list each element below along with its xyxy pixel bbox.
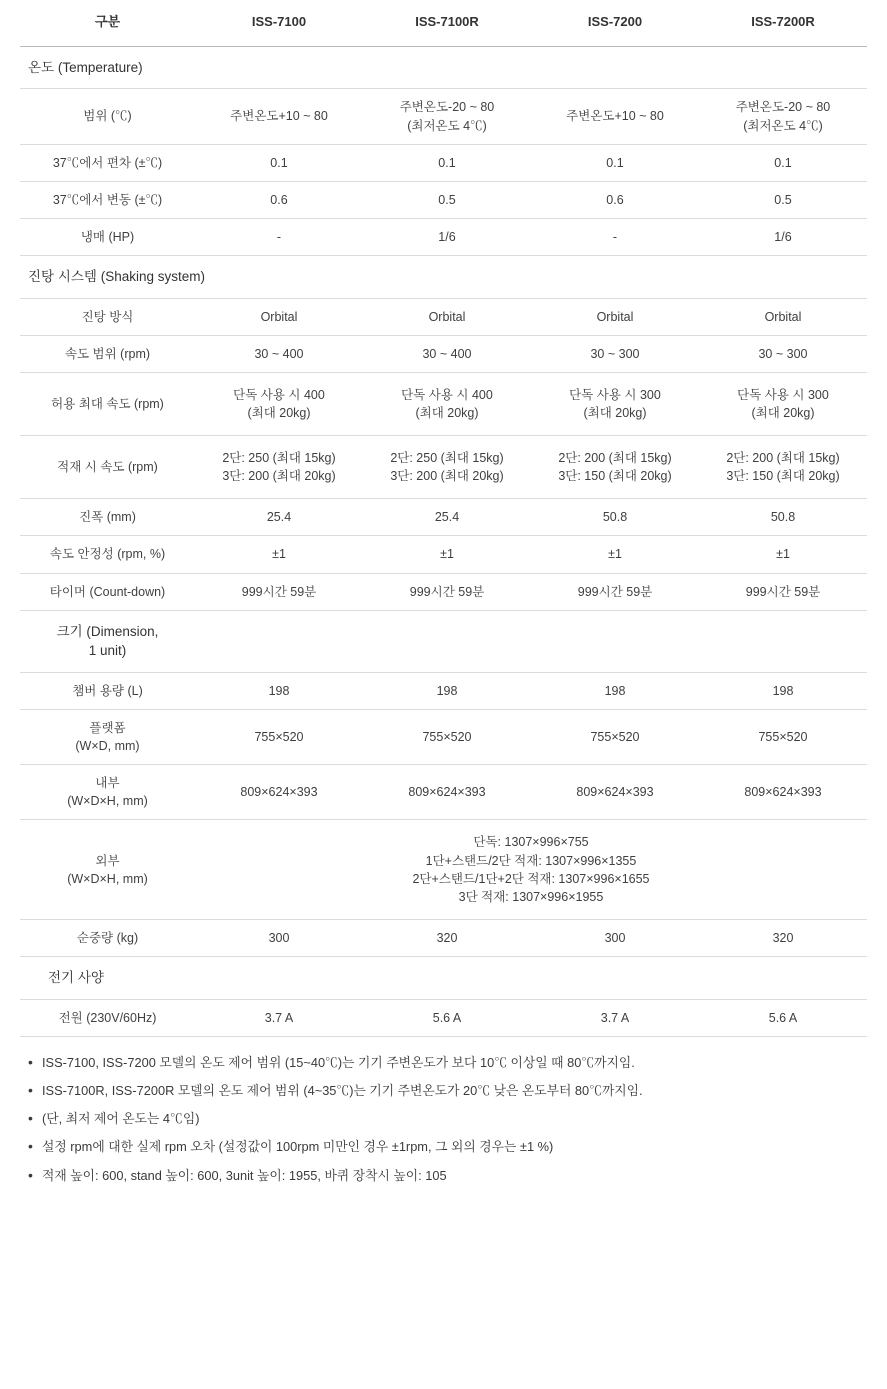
row-value-line: 30 ~ 400 bbox=[422, 346, 472, 361]
row-value-cell bbox=[699, 181, 867, 218]
row-label-line: (W×D, mm) bbox=[75, 739, 140, 754]
row-value-cell bbox=[195, 536, 363, 573]
row-value-cell bbox=[531, 298, 699, 335]
table-row bbox=[20, 372, 867, 435]
row-value-line: 50.8 bbox=[602, 510, 628, 525]
row-value-line: 단독 사용 시 300 bbox=[569, 387, 661, 402]
row-value-line: 3.7 A bbox=[264, 1010, 294, 1025]
table-row bbox=[20, 919, 867, 956]
row-value-cell bbox=[195, 672, 363, 709]
row-label: 속도 안정성 (rpm, %) bbox=[20, 536, 195, 573]
row-value-line: 999시간 59분 bbox=[745, 584, 821, 599]
section-header-row bbox=[20, 256, 867, 299]
row-value-cell bbox=[699, 536, 867, 573]
row-value-line: 755×520 bbox=[254, 730, 304, 745]
row-value-line: 25.4 bbox=[266, 510, 292, 525]
row-value-line: 999시간 59분 bbox=[241, 584, 317, 599]
table-row bbox=[20, 436, 867, 499]
row-value-line: 50.8 bbox=[770, 510, 796, 525]
footnote-item: • (단, 최저 제어 온도는 4℃임) bbox=[26, 1109, 861, 1128]
row-value-line: 2단: 250 (최대 15kg) bbox=[222, 451, 336, 466]
row-value-cell bbox=[363, 436, 531, 499]
row-value-cell bbox=[699, 999, 867, 1036]
row-value-line: 999시간 59분 bbox=[577, 584, 653, 599]
table-row bbox=[20, 144, 867, 181]
section-empty-cell bbox=[363, 610, 531, 672]
section-empty-cell bbox=[195, 610, 363, 672]
row-value-line: (최대 20kg) bbox=[583, 405, 647, 420]
row-label bbox=[20, 709, 195, 764]
row-value-line: 3단: 150 (최대 20kg) bbox=[726, 469, 840, 484]
row-value-cell bbox=[195, 372, 363, 435]
section-header-row bbox=[20, 610, 867, 672]
section-title: 진탕 시스템 (Shaking system) bbox=[20, 256, 867, 299]
table-row bbox=[20, 672, 867, 709]
footnote-item: • ISS-7100, ISS-7200 모델의 온도 제어 범위 (15~40℃)는 기기 주변온도가 보다 10℃ 이상일 때 80℃까지임. bbox=[26, 1053, 861, 1072]
section-title-line: 크기 (Dimension, bbox=[56, 623, 159, 639]
row-value-line: 809×624×393 bbox=[408, 785, 486, 800]
header-cell-model-3: ISS-7200 bbox=[531, 0, 699, 46]
row-label-line: 외부 bbox=[95, 853, 120, 868]
row-value-line: Orbital bbox=[596, 309, 634, 324]
row-value-cell bbox=[195, 499, 363, 536]
row-label-line: 내부 bbox=[95, 776, 120, 791]
row-value-cell bbox=[699, 499, 867, 536]
row-label: 전원 (230V/60Hz) bbox=[20, 999, 195, 1036]
header-row bbox=[20, 0, 867, 46]
row-value-line: ±1 bbox=[272, 547, 286, 562]
row-value-cell bbox=[531, 218, 699, 255]
header-cell-model-1: ISS-7100 bbox=[195, 0, 363, 46]
row-value-line: 809×624×393 bbox=[576, 785, 654, 800]
table-row bbox=[20, 181, 867, 218]
row-value-cell bbox=[699, 709, 867, 764]
header-cell-model-2: ISS-7100R bbox=[363, 0, 531, 46]
row-value-line: 3단: 200 (최대 20kg) bbox=[390, 469, 504, 484]
row-value-line: (최저온도 4℃) bbox=[743, 118, 823, 133]
table-row bbox=[20, 499, 867, 536]
row-value-line: 809×624×393 bbox=[240, 785, 318, 800]
row-label bbox=[20, 820, 195, 920]
row-value-line: 999시간 59분 bbox=[409, 584, 485, 599]
footnote-item: • 적재 높이: 600, stand 높이: 600, 3unit 높이: 1955, 바퀴 장착시 높이: 105 bbox=[26, 1166, 861, 1185]
row-value-cell bbox=[363, 672, 531, 709]
row-value-line: 단독: 1307×996×755 bbox=[473, 835, 589, 850]
row-value-cell bbox=[363, 218, 531, 255]
footnote-item: • ISS-7100R, ISS-7200R 모델의 온도 제어 범위 (4~35℃)는 기기 주변온도가 20℃ 낮은 온도부터 80℃까지임. bbox=[26, 1081, 861, 1100]
row-value-line: 2단: 200 (최대 15kg) bbox=[726, 451, 840, 466]
table-row bbox=[20, 709, 867, 764]
row-value-line: 30 ~ 300 bbox=[758, 346, 808, 361]
row-label: 타이머 (Count-down) bbox=[20, 573, 195, 610]
row-value-cell bbox=[195, 89, 363, 144]
row-value-cell bbox=[699, 765, 867, 820]
row-value-cell bbox=[699, 218, 867, 255]
row-value-cell bbox=[363, 89, 531, 144]
row-label bbox=[20, 765, 195, 820]
table-row bbox=[20, 218, 867, 255]
row-value-line: 0.5 bbox=[774, 192, 792, 207]
row-value-line: 30 ~ 400 bbox=[254, 346, 304, 361]
row-label: 진폭 (mm) bbox=[20, 499, 195, 536]
row-value-cell bbox=[699, 298, 867, 335]
row-value-line: 198 bbox=[436, 683, 458, 698]
row-value-line: 3단: 150 (최대 20kg) bbox=[558, 469, 672, 484]
row-label: 순중량 (kg) bbox=[20, 919, 195, 956]
row-value-line: 198 bbox=[772, 683, 794, 698]
row-value-line: 5.6 A bbox=[768, 1010, 798, 1025]
row-label: 37℃에서 편차 (±℃) bbox=[20, 144, 195, 181]
row-value-cell bbox=[195, 298, 363, 335]
row-value-cell bbox=[699, 919, 867, 956]
section-empty-cell bbox=[531, 610, 699, 672]
row-value-cell bbox=[363, 765, 531, 820]
row-value-line: 320 bbox=[772, 930, 794, 945]
row-value-line: 0.6 bbox=[606, 192, 624, 207]
row-value-cell bbox=[531, 144, 699, 181]
row-value-line: 2단+스탠드/1단+2단 적재: 1307×996×1655 bbox=[412, 871, 650, 886]
table-row bbox=[20, 999, 867, 1036]
row-value-line: (최대 20kg) bbox=[751, 405, 815, 420]
row-value-cell bbox=[363, 144, 531, 181]
row-label-line: (W×D×H, mm) bbox=[67, 794, 148, 809]
row-value-line: (최대 20kg) bbox=[247, 405, 311, 420]
row-value-line: 300 bbox=[604, 930, 626, 945]
row-value-cell bbox=[531, 709, 699, 764]
header-cell-model-4: ISS-7200R bbox=[699, 0, 867, 46]
row-value-cell bbox=[531, 499, 699, 536]
section-title-line: 1 unit) bbox=[88, 643, 127, 659]
row-value-cell bbox=[699, 335, 867, 372]
row-value-cell bbox=[531, 536, 699, 573]
row-value-line: 198 bbox=[268, 683, 290, 698]
row-value-line: 1/6 bbox=[438, 229, 456, 244]
row-label-line: (W×D×H, mm) bbox=[67, 871, 148, 886]
row-value-line: 0.1 bbox=[774, 155, 792, 170]
row-value-line: - bbox=[276, 229, 282, 244]
row-value-cell bbox=[195, 181, 363, 218]
row-value-cell bbox=[363, 573, 531, 610]
row-value-line: (최저온도 4℃) bbox=[407, 118, 487, 133]
row-label: 허용 최대 속도 (rpm) bbox=[20, 372, 195, 435]
row-label: 적재 시 속도 (rpm) bbox=[20, 436, 195, 499]
row-value-cell bbox=[531, 573, 699, 610]
table-row bbox=[20, 765, 867, 820]
row-value-line: 0.5 bbox=[438, 192, 456, 207]
row-value-line: - bbox=[612, 229, 618, 244]
row-value-line: ±1 bbox=[608, 547, 622, 562]
table-row bbox=[20, 820, 867, 920]
row-value-line: 주변온도-20 ~ 80 bbox=[399, 100, 495, 115]
row-value-cell bbox=[363, 335, 531, 372]
row-value-cell bbox=[363, 919, 531, 956]
row-value-line: 755×520 bbox=[422, 730, 472, 745]
row-value-cell bbox=[195, 144, 363, 181]
row-value-line: 1단+스탠드/2단 적재: 1307×996×1355 bbox=[425, 853, 637, 868]
row-value-line: 주변온도+10 ~ 80 bbox=[566, 109, 664, 124]
row-value-cell bbox=[531, 999, 699, 1036]
row-value-line: 25.4 bbox=[434, 510, 460, 525]
row-value-cell bbox=[363, 999, 531, 1036]
row-value-cell bbox=[531, 335, 699, 372]
table-row bbox=[20, 298, 867, 335]
row-value-cell bbox=[531, 181, 699, 218]
row-value-line: 0.1 bbox=[270, 155, 288, 170]
row-value-cell bbox=[531, 372, 699, 435]
header-cell-category: 구분 bbox=[20, 0, 195, 46]
row-value-line: 2단: 250 (최대 15kg) bbox=[390, 451, 504, 466]
row-value-cell bbox=[363, 499, 531, 536]
row-value-line: ±1 bbox=[776, 547, 790, 562]
row-label: 범위 (℃) bbox=[20, 89, 195, 144]
footnote-item: • 설정 rpm에 대한 실제 rpm 오차 (설정값이 100rpm 미만인 경우 ±1rpm, 그 외의 경우는 ±1 %) bbox=[26, 1137, 861, 1156]
row-value-line: 주변온도-20 ~ 80 bbox=[735, 100, 831, 115]
row-value-cell bbox=[699, 436, 867, 499]
row-value-cell bbox=[195, 999, 363, 1036]
row-value-cell bbox=[195, 335, 363, 372]
row-value-cell bbox=[363, 536, 531, 573]
row-value-cell bbox=[531, 765, 699, 820]
row-value-line: 198 bbox=[604, 683, 626, 698]
section-title: 온도 (Temperature) bbox=[20, 46, 867, 89]
row-value-line: 300 bbox=[268, 930, 290, 945]
row-value-line: 1/6 bbox=[774, 229, 792, 244]
row-value-line: 320 bbox=[436, 930, 458, 945]
row-value-cell bbox=[699, 372, 867, 435]
table-header bbox=[20, 0, 867, 46]
table-row bbox=[20, 89, 867, 144]
row-value-line: 2단: 200 (최대 15kg) bbox=[558, 451, 672, 466]
row-label: 냉매 (HP) bbox=[20, 218, 195, 255]
row-value-cell bbox=[699, 144, 867, 181]
row-value-line: 809×624×393 bbox=[744, 785, 822, 800]
row-label: 챔버 용량 (L) bbox=[20, 672, 195, 709]
row-value-line: 755×520 bbox=[758, 730, 808, 745]
row-value-cell bbox=[531, 89, 699, 144]
row-value-cell bbox=[195, 709, 363, 764]
row-value-line: 3.7 A bbox=[600, 1010, 630, 1025]
row-value-cell bbox=[195, 919, 363, 956]
footnotes-list bbox=[26, 1053, 861, 1185]
row-label: 진탕 방식 bbox=[20, 298, 195, 335]
row-value-line: 5.6 A bbox=[432, 1010, 462, 1025]
row-value-cell bbox=[363, 181, 531, 218]
row-value-line: 0.1 bbox=[606, 155, 624, 170]
row-label-line: 플랫폼 bbox=[89, 720, 126, 735]
row-value-cell bbox=[699, 573, 867, 610]
row-value-line: (최대 20kg) bbox=[415, 405, 479, 420]
row-value-line: 3단: 200 (최대 20kg) bbox=[222, 469, 336, 484]
section-header-row bbox=[20, 957, 867, 1000]
row-value-line: Orbital bbox=[428, 309, 466, 324]
row-value-line: Orbital bbox=[260, 309, 298, 324]
row-value-cell bbox=[195, 573, 363, 610]
row-value-line: 30 ~ 300 bbox=[590, 346, 640, 361]
row-label: 37℃에서 변동 (±℃) bbox=[20, 181, 195, 218]
row-value-cell bbox=[363, 298, 531, 335]
row-value-line: 0.1 bbox=[438, 155, 456, 170]
row-value-line: ±1 bbox=[440, 547, 454, 562]
section-title: 전기 사양 bbox=[20, 957, 867, 1000]
row-value-merged bbox=[195, 820, 867, 920]
row-value-cell bbox=[195, 436, 363, 499]
row-value-line: 주변온도+10 ~ 80 bbox=[230, 109, 328, 124]
section-header-row bbox=[20, 46, 867, 89]
row-value-line: 3단 적재: 1307×996×1955 bbox=[458, 889, 604, 904]
row-value-cell bbox=[699, 672, 867, 709]
row-value-line: 단독 사용 시 400 bbox=[401, 387, 493, 402]
row-value-line: Orbital bbox=[764, 309, 802, 324]
row-value-cell bbox=[363, 372, 531, 435]
section-title bbox=[20, 610, 195, 672]
row-value-cell bbox=[531, 436, 699, 499]
row-value-cell bbox=[531, 919, 699, 956]
row-value-line: 755×520 bbox=[590, 730, 640, 745]
row-label: 속도 범위 (rpm) bbox=[20, 335, 195, 372]
row-value-cell bbox=[195, 218, 363, 255]
specification-table bbox=[20, 0, 867, 1037]
row-value-cell bbox=[531, 672, 699, 709]
table-row bbox=[20, 573, 867, 610]
row-value-cell bbox=[699, 89, 867, 144]
row-value-line: 단독 사용 시 400 bbox=[233, 387, 325, 402]
row-value-cell bbox=[195, 765, 363, 820]
table-row bbox=[20, 335, 867, 372]
row-value-cell bbox=[363, 709, 531, 764]
section-empty-cell bbox=[699, 610, 867, 672]
table-row bbox=[20, 536, 867, 573]
row-value-line: 단독 사용 시 300 bbox=[737, 387, 829, 402]
row-value-line: 0.6 bbox=[270, 192, 288, 207]
table-body bbox=[20, 46, 867, 1036]
